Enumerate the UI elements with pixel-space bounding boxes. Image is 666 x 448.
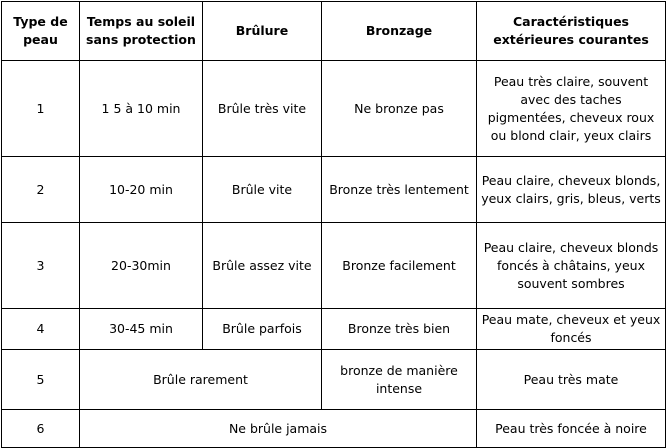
table-row (2, 410, 666, 448)
header-type-de-peau: Type de peau (2, 2, 80, 61)
cell-bronzage: Bronze facilement (322, 223, 477, 309)
cell-bronzage: Ne bronze pas (322, 61, 477, 157)
table-row (2, 157, 666, 223)
cell-temps: 30-45 min (80, 309, 203, 350)
cell-temps: 10-20 min (80, 157, 203, 223)
cell-caracteristiques: Peau mate, cheveux et yeux foncés (477, 309, 666, 350)
cell-type: 2 (2, 157, 80, 223)
table-row (2, 61, 666, 157)
cell-bronzage: bronze de manière intense (322, 350, 477, 410)
table-row (2, 350, 666, 410)
cell-bronzage: Bronze très lentement (322, 157, 477, 223)
cell-caracteristiques: Peau très claire, souvent avec des taches pigmentées, cheveux roux ou blond clair, yeux clairs (477, 61, 666, 157)
cell-brulure: Brûle très vite (203, 61, 322, 157)
table-row (2, 309, 666, 350)
cell-brulure: Brûle parfois (203, 309, 322, 350)
header-caracteristiques: Caractéristiques extérieures courantes (477, 2, 666, 61)
cell-temps: 1 5 à 10 min (80, 61, 203, 157)
header-row (2, 2, 666, 61)
cell-caracteristiques: Peau très mate (477, 350, 666, 410)
cell-caracteristiques: Peau claire, cheveux blonds, yeux clairs, gris, bleus, verts (477, 157, 666, 223)
cell-type: 3 (2, 223, 80, 309)
table-row (2, 223, 666, 309)
cell-type: 4 (2, 309, 80, 350)
header-temps-au-soleil: Temps au soleil sans protection (80, 2, 203, 61)
cell-brulure: Brûle assez vite (203, 223, 322, 309)
cell-temps: 20-30min (80, 223, 203, 309)
cell-bronzage: Bronze très bien (322, 309, 477, 350)
cell-brulure-merged: Brûle rarement (80, 350, 322, 410)
cell-type: 6 (2, 410, 80, 448)
header-bronzage: Bronzage (322, 2, 477, 61)
cell-type: 5 (2, 350, 80, 410)
header-brulure: Brûlure (203, 2, 322, 61)
cell-brulure-merged: Ne brûle jamais (80, 410, 477, 448)
cell-caracteristiques: Peau très foncée à noire (477, 410, 666, 448)
cell-type: 1 (2, 61, 80, 157)
skin-type-table (1, 1, 666, 448)
cell-brulure: Brûle vite (203, 157, 322, 223)
cell-caracteristiques: Peau claire, cheveux blonds foncés à châtains, yeux souvent sombres (477, 223, 666, 309)
